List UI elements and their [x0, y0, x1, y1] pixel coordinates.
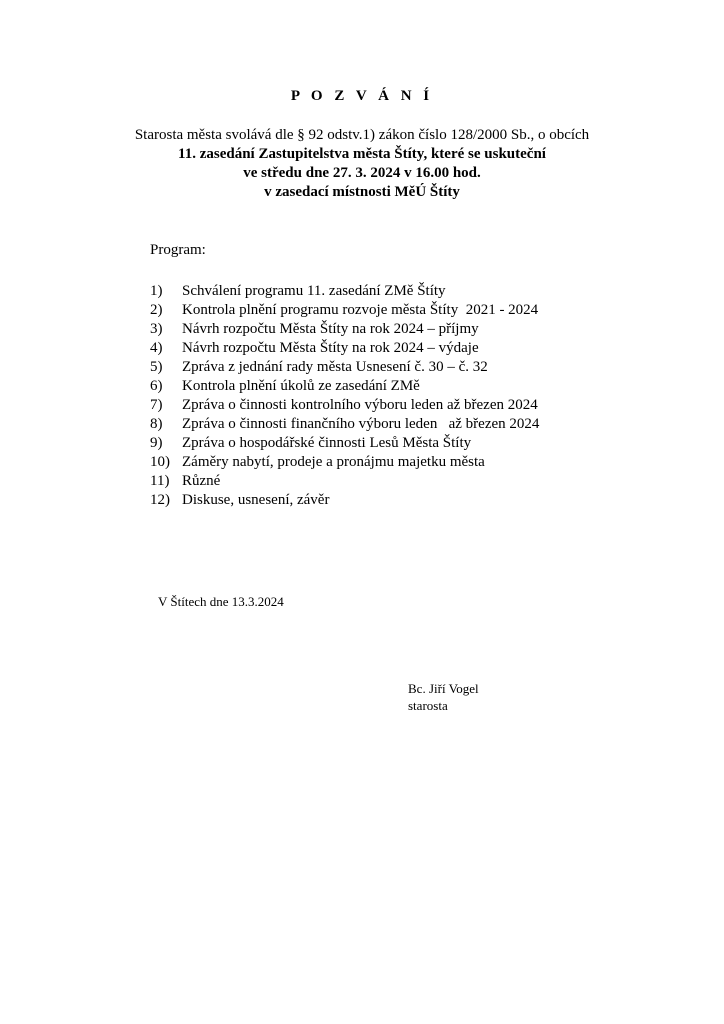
signature-block [408, 680, 479, 714]
intro-line-meeting: 11. zasedání Zastupitelstva města Štíty, které se uskuteční [178, 146, 546, 162]
place-and-date: V Štítech dne 13.3.2024 [158, 594, 284, 609]
agenda-item-number: 3) [150, 321, 163, 337]
signatory-name: Bc. Jiří Vogel [408, 681, 479, 696]
agenda-list [150, 282, 650, 510]
agenda-item [150, 282, 650, 301]
program-heading: Program: [150, 242, 206, 258]
intro-line-legal: Starosta města svolává dle § 92 odstv.1) zákon číslo 128/2000 Sb., o obcích [134, 127, 590, 143]
agenda-item-number: 12) [150, 492, 170, 508]
agenda-item [150, 453, 650, 472]
agenda-item-text: Návrh rozpočtu Města Štíty na rok 2024 – výdaje [182, 340, 479, 356]
agenda-item [150, 472, 650, 491]
agenda-item-number: 2) [150, 302, 163, 318]
agenda-item-number: 5) [150, 359, 163, 375]
intro-line-date: ve středu dne 27. 3. 2024 v 16.00 hod. [243, 165, 481, 181]
agenda-item-text: Schválení programu 11. zasedání ZMě Štíty [182, 283, 446, 299]
agenda-item-number: 8) [150, 416, 163, 432]
agenda-item-text: Záměry nabytí, prodeje a pronájmu majetku města [182, 454, 485, 470]
agenda-item [150, 434, 650, 453]
signatory-title: starosta [408, 698, 448, 713]
document-title: P O Z V Á N Í [290, 88, 434, 104]
agenda-item-text: Zpráva o činnosti kontrolního výboru leden až březen 2024 [182, 397, 538, 413]
agenda-item-text: Zpráva o hospodářské činnosti Lesů Města Štíty [182, 435, 472, 451]
agenda-item-text: Diskuse, usnesení, závěr [182, 492, 330, 508]
agenda-item [150, 415, 650, 434]
agenda-item [150, 320, 650, 339]
agenda-item [150, 377, 650, 396]
agenda-item [150, 396, 650, 415]
agenda-item-number: 4) [150, 340, 163, 356]
agenda-item [150, 491, 650, 510]
agenda-item-text: Kontrola plnění úkolů ze zasedání ZMě [182, 378, 420, 394]
agenda-item-text: Kontrola plnění programu rozvoje města Štíty 2021 - 2024 [182, 302, 539, 318]
intro-line-venue: v zasedací místnosti MěÚ Štíty [264, 184, 460, 200]
agenda-item-number: 9) [150, 435, 163, 451]
agenda-item-number: 1) [150, 283, 163, 299]
agenda-item [150, 358, 650, 377]
agenda-item-text: Zpráva z jednání rady města Usnesení č. 30 – č. 32 [182, 359, 488, 375]
agenda-item [150, 301, 650, 320]
agenda-item-number: 7) [150, 397, 163, 413]
agenda-item-number: 10) [150, 454, 170, 470]
agenda-item-text: Návrh rozpočtu Města Štíty na rok 2024 – příjmy [182, 321, 479, 337]
invitation-intro [0, 126, 724, 202]
agenda-item-number: 11) [150, 473, 170, 489]
agenda-item [150, 339, 650, 358]
agenda-item-text: Zpráva o činnosti finančního výboru leden až březen 2024 [182, 416, 540, 432]
agenda-item-text: Různé [182, 473, 221, 489]
agenda-item-number: 6) [150, 378, 163, 394]
